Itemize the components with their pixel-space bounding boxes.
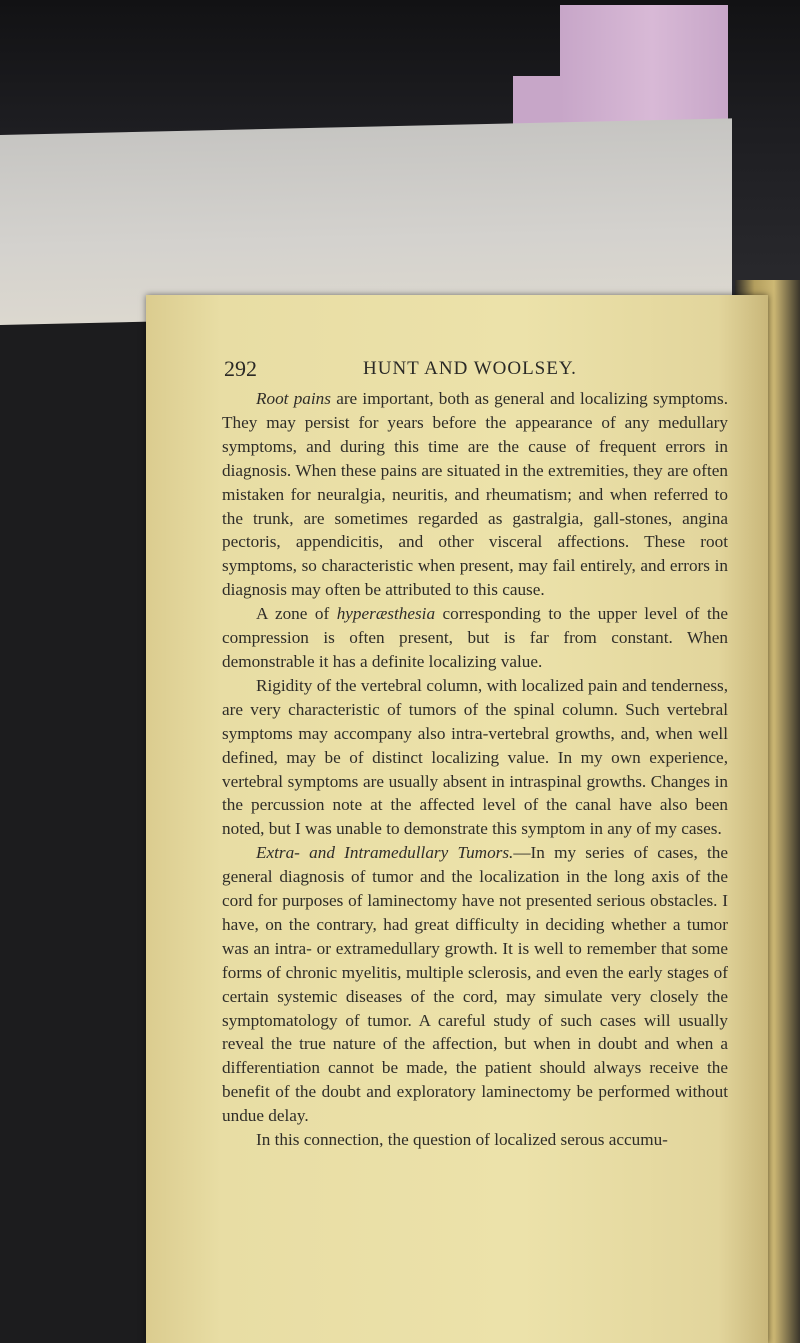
paragraph-text: Rigidity of the vertebral column, with localized pain and tenderness, are very characteristic of tumors of the spinal column. Such vertebral symptoms may accompany also intra-vertebral growths, and, when well defined, may be of distinct localizing value. In my own experience, vertebral symptoms are usually absent in intraspinal growths. Changes in the percussion note at the affected level of the canal have also been noted, but I was unable to demonstrate this symptom in any of my cases. [222,675,728,839]
paragraph-rigidity [222,674,728,841]
paragraph-tumors [222,841,728,1128]
paragraph-text: are important, both as general and localizing symptoms. They may persist for years before the appearance of any medullary symptoms, and during this time are the cause of frequent errors in diagnosis. When these pains are situated in the extremities, they are often mistaken for neuralgia, neuritis, and rheumatism; and when referred to the trunk, are sometimes regarded as gastralgia, gall-stones, angina pectoris, appendicitis, and other visceral affections. These root symptoms, so characteristic when present, may fail entirely, and errors in diagnosis may often be attributed to this cause. [222,389,728,600]
body-text [222,387,728,1152]
back-sheet [0,118,732,325]
paragraph-lead: Extra- and Intramedullary Tumors. [256,843,514,863]
paragraph-text: In this connection, the question of localized serous accumu- [256,1130,668,1150]
page-number: 292 [224,356,257,381]
paragraph-hyperaesthesia [222,602,728,674]
paragraph-text: corresponding to the upper level of the compression is often present, but is far from constant. When demonstrable it has a definite localizing value. [222,604,729,671]
running-head: HUNT AND WOOLSEY. [363,358,577,379]
paragraph-connection [222,1128,728,1152]
paragraph-root-pains [222,387,728,602]
paragraph-text: A zone of [256,604,337,624]
paragraph-italic-term: hyperæsthesia [336,604,436,624]
paragraph-text: —In my series of cases, the general diagnosis of tumor and the localization in the long axis of the cord for purposes of laminectomy have not presented serious obstacles. I have, on the contrary, had great difficulty in deciding whether a tumor was an intra- or extramedullary growth. It is well to remember that some forms of chronic myelitis, multiple sclerosis, and even the early stages of certain systemic diseases of the cord, may simulate very closely the symptomatology of tumor. A careful study of such cases will usually reveal the true nature of the affection, but when in doubt and when a differentiation cannot be made, the patient should always receive the benefit of the doubt and exploratory laminectomy be performed without undue delay. [222,843,728,1126]
paragraph-lead: Root pains [256,389,331,408]
